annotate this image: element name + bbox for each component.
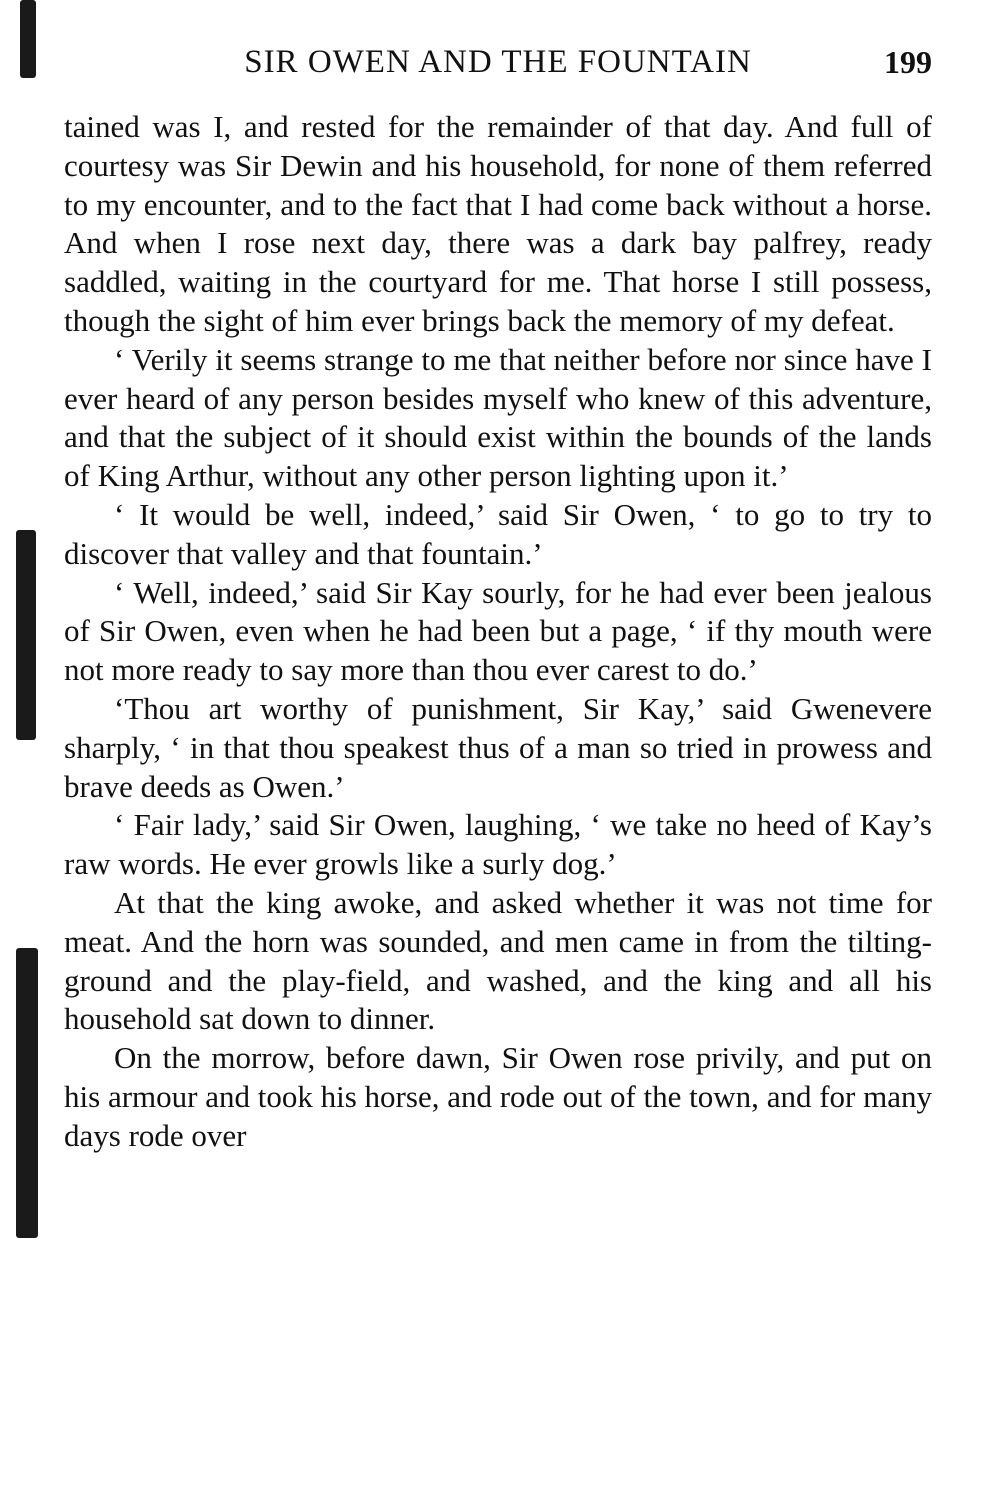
page-number: 199 [884,44,932,80]
paragraph: ‘ It would be well, indeed,’ said Sir Owen, ‘ to go to try to discover that valley and that fountain.’ [64,496,932,571]
paragraph: ‘ Verily it seems strange to me that neither before nor since have I ever heard of any person besides myself who knew of this adventure, and that the subject of it should exist within the bounds of the lands of King Arthur, without any other person lighting upon it.’ [64,341,932,494]
paragraph: On the morrow, before dawn, Sir Owen rose privily, and put on his armour and took his horse, and rode out of the town, and for many days rode over [64,1040,932,1153]
paragraph: ‘ Fair lady,’ said Sir Owen, laughing, ‘ we take no heed of Kay’s raw words. He ever growls like a surly dog.’ [64,807,932,882]
scan-edge-mark [20,0,36,78]
page-header [64,44,932,88]
body-text [64,108,932,1156]
paragraph: ‘ Well, indeed,’ said Sir Kay sourly, for he had ever been jealous of Sir Owen, even when he had been but a page, ‘ if thy mouth were not more ready to say more than thou ever carest to do.’ [64,574,932,688]
paragraph: tained was I, and rested for the remainder of that day. And full of courtesy was Sir Dewin and his household, for none of them referred to my encounter, and to the fact that I had come back without a horse. And when I rose next day, there was a dark bay palfrey, ready saddled, waiting in the courtyard for me. That horse I still possess, though the sight of him ever brings back the memory of my defeat. [64,109,932,338]
scan-edge-mark [16,948,38,1238]
paragraph: ‘Thou art worthy of punishment, Sir Kay,’ said Gwenevere sharply, ‘ in that thou speakest thus of a man so tried in prowess and brave deeds as Owen.’ [64,690,932,804]
scan-edge-mark [16,530,36,740]
running-head: SIR OWEN AND THE FOUNTAIN [244,44,752,80]
paragraph: At that the king awoke, and asked whether it was not time for meat. And the horn was sounded, and men came in from the tilting-ground and the play-field, and washed, and the king and all his household sat down to dinner. [64,884,932,1037]
